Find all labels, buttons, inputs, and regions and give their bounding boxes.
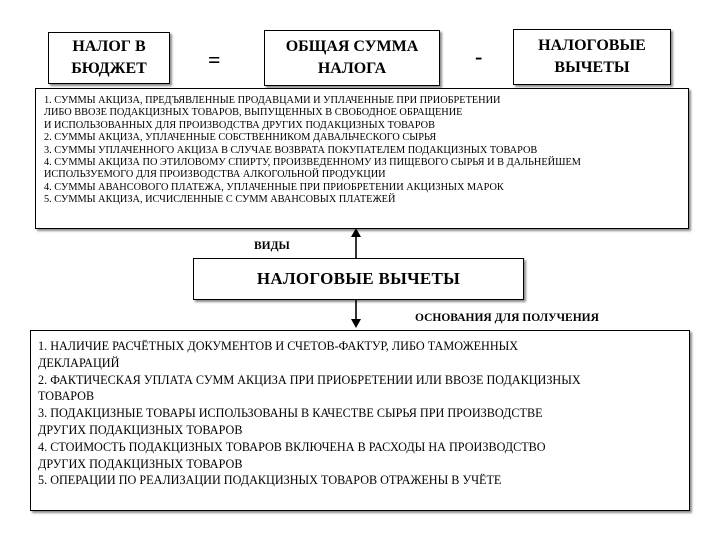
deduction-type-line: 5. СУММЫ АКЦИЗА, ИСЧИСЛЕННЫЕ С СУММ АВАНСОВЫХ ПЛАТЕЖЕЙ (44, 194, 396, 206)
ground-line: ТОВАРОВ (38, 389, 95, 404)
ground-line: ДРУГИХ ПОДАКЦИЗНЫХ ТОВАРОВ (38, 422, 243, 437)
tax-to-budget-line-2: БЮДЖЕТ (71, 60, 147, 77)
grounds-label: ОСНОВАНИЯ ДЛЯ ПОЛУЧЕНИЯ (415, 312, 599, 324)
deduction-types-box (35, 88, 689, 229)
tax-to-budget-box (48, 32, 170, 84)
total-tax-line-1: ОБЩАЯ СУММА (285, 38, 419, 55)
tax-deductions-top-line-1: НАЛОГОВЫЕ (538, 37, 646, 54)
deduction-type-line: 4. СУММЫ АКЦИЗА ПО ЭТИЛОВОМУ СПИРТУ, ПРОИЗВЕДЕННОМУ ИЗ ПИЩЕВОГО СЫРЬЯ И В ДАЛЬНЕЙШЕМ (44, 157, 581, 169)
tax-deductions-central-box (193, 258, 524, 300)
deduction-type-line: И ИСПОЛЬЗОВАННЫХ ДЛЯ ПРОИЗВОДСТВА ДРУГИХ ПОДАКЦИЗНЫХ ТОВАРОВ (44, 119, 435, 131)
deduction-type-line: 2. СУММЫ АКЦИЗА, УПЛАЧЕННЫЕ СОБСТВЕННИКОМ ДАВАЛЬЧЕСКОГО СЫРЬЯ (44, 132, 437, 144)
tax-deductions-top-line-2: ВЫЧЕТЫ (554, 59, 630, 76)
ground-line: 3. ПОДАКЦИЗНЫЕ ТОВАРЫ ИСПОЛЬЗОВАНЫ В КАЧЕСТВЕ СЫРЬЯ ПРИ ПРОИЗВОДСТВЕ (38, 406, 543, 421)
deduction-type-line: 4. СУММЫ АВАНСОВОГО ПЛАТЕЖА, УПЛАЧЕННЫЕ ПРИ ПРИОБРЕТЕНИИ АКЦИЗНЫХ МАРОК (44, 181, 504, 193)
total-tax-line-2: НАЛОГА (317, 60, 387, 77)
tax-to-budget-line-1: НАЛОГ В (72, 38, 146, 55)
total-tax-box (264, 30, 440, 86)
types-label: ВИДЫ (254, 240, 290, 252)
arrow-up-to-types (350, 226, 362, 260)
ground-line: 1. НАЛИЧИЕ РАСЧЁТНЫХ ДОКУМЕНТОВ И СЧЕТОВ-ФАКТУР, ЛИБО ТАМОЖЕННЫХ (38, 339, 519, 353)
tax-deductions-top-box (513, 29, 671, 85)
deduction-type-line: 1. СУММЫ АКЦИЗА, ПРЕДЪЯВЛЕННЫЕ ПРОДАВЦАМИ И УПЛАЧЕННЫЕ ПРИ ПРИОБРЕТЕНИИ (44, 95, 501, 106)
arrow-down-to-grounds (350, 300, 362, 330)
ground-line: 4. СТОИМОСТЬ ПОДАКЦИЗНЫХ ТОВАРОВ ВКЛЮЧЕНА В РАСХОДЫ НА ПРОИЗВОДСТВО (38, 439, 546, 454)
minus-sign: - (475, 44, 483, 69)
tax-deductions-central-title: НАЛОГОВЫЕ ВЫЧЕТЫ (256, 269, 461, 288)
ground-line: 2. ФАКТИЧЕСКАЯ УПЛАТА СУММ АКЦИЗА ПРИ ПРИОБРЕТЕНИИ ИЛИ ВВОЗЕ ПОДАКЦИЗНЫХ (38, 372, 581, 387)
deduction-type-line: 3. СУММЫ УПЛАЧЕННОГО АКЦИЗА В СЛУЧАЕ ВОЗВРАТА ПОКУПАТЕЛЕМ ПОДАКЦИЗНЫХ ТОВАРОВ (44, 144, 538, 156)
ground-line: 5. ОПЕРАЦИИ ПО РЕАЛИЗАЦИИ ПОДАКЦИЗНЫХ ТОВАРОВ ОТРАЖЕНЫ В УЧЁТЕ (38, 473, 502, 488)
ground-line: ДЕКЛАРАЦИЙ (38, 355, 120, 370)
equals-sign: = (208, 47, 221, 72)
deduction-type-line: ЛИБО ВВОЗЕ ПОДАКЦИЗНЫХ ТОВАРОВ, ВЫПУЩЕННЫХ В СВОБОДНОЕ ОБРАЩЕНИЕ (44, 107, 463, 119)
deduction-type-line: ИСПОЛЬЗУЕМОГО ДЛЯ ПРОИЗВОДСТВА АЛКОГОЛЬНОЙ ПРОДУКЦИИ (44, 169, 386, 181)
ground-line: ДРУГИХ ПОДАКЦИЗНЫХ ТОВАРОВ (38, 456, 243, 471)
grounds-box (30, 330, 690, 511)
